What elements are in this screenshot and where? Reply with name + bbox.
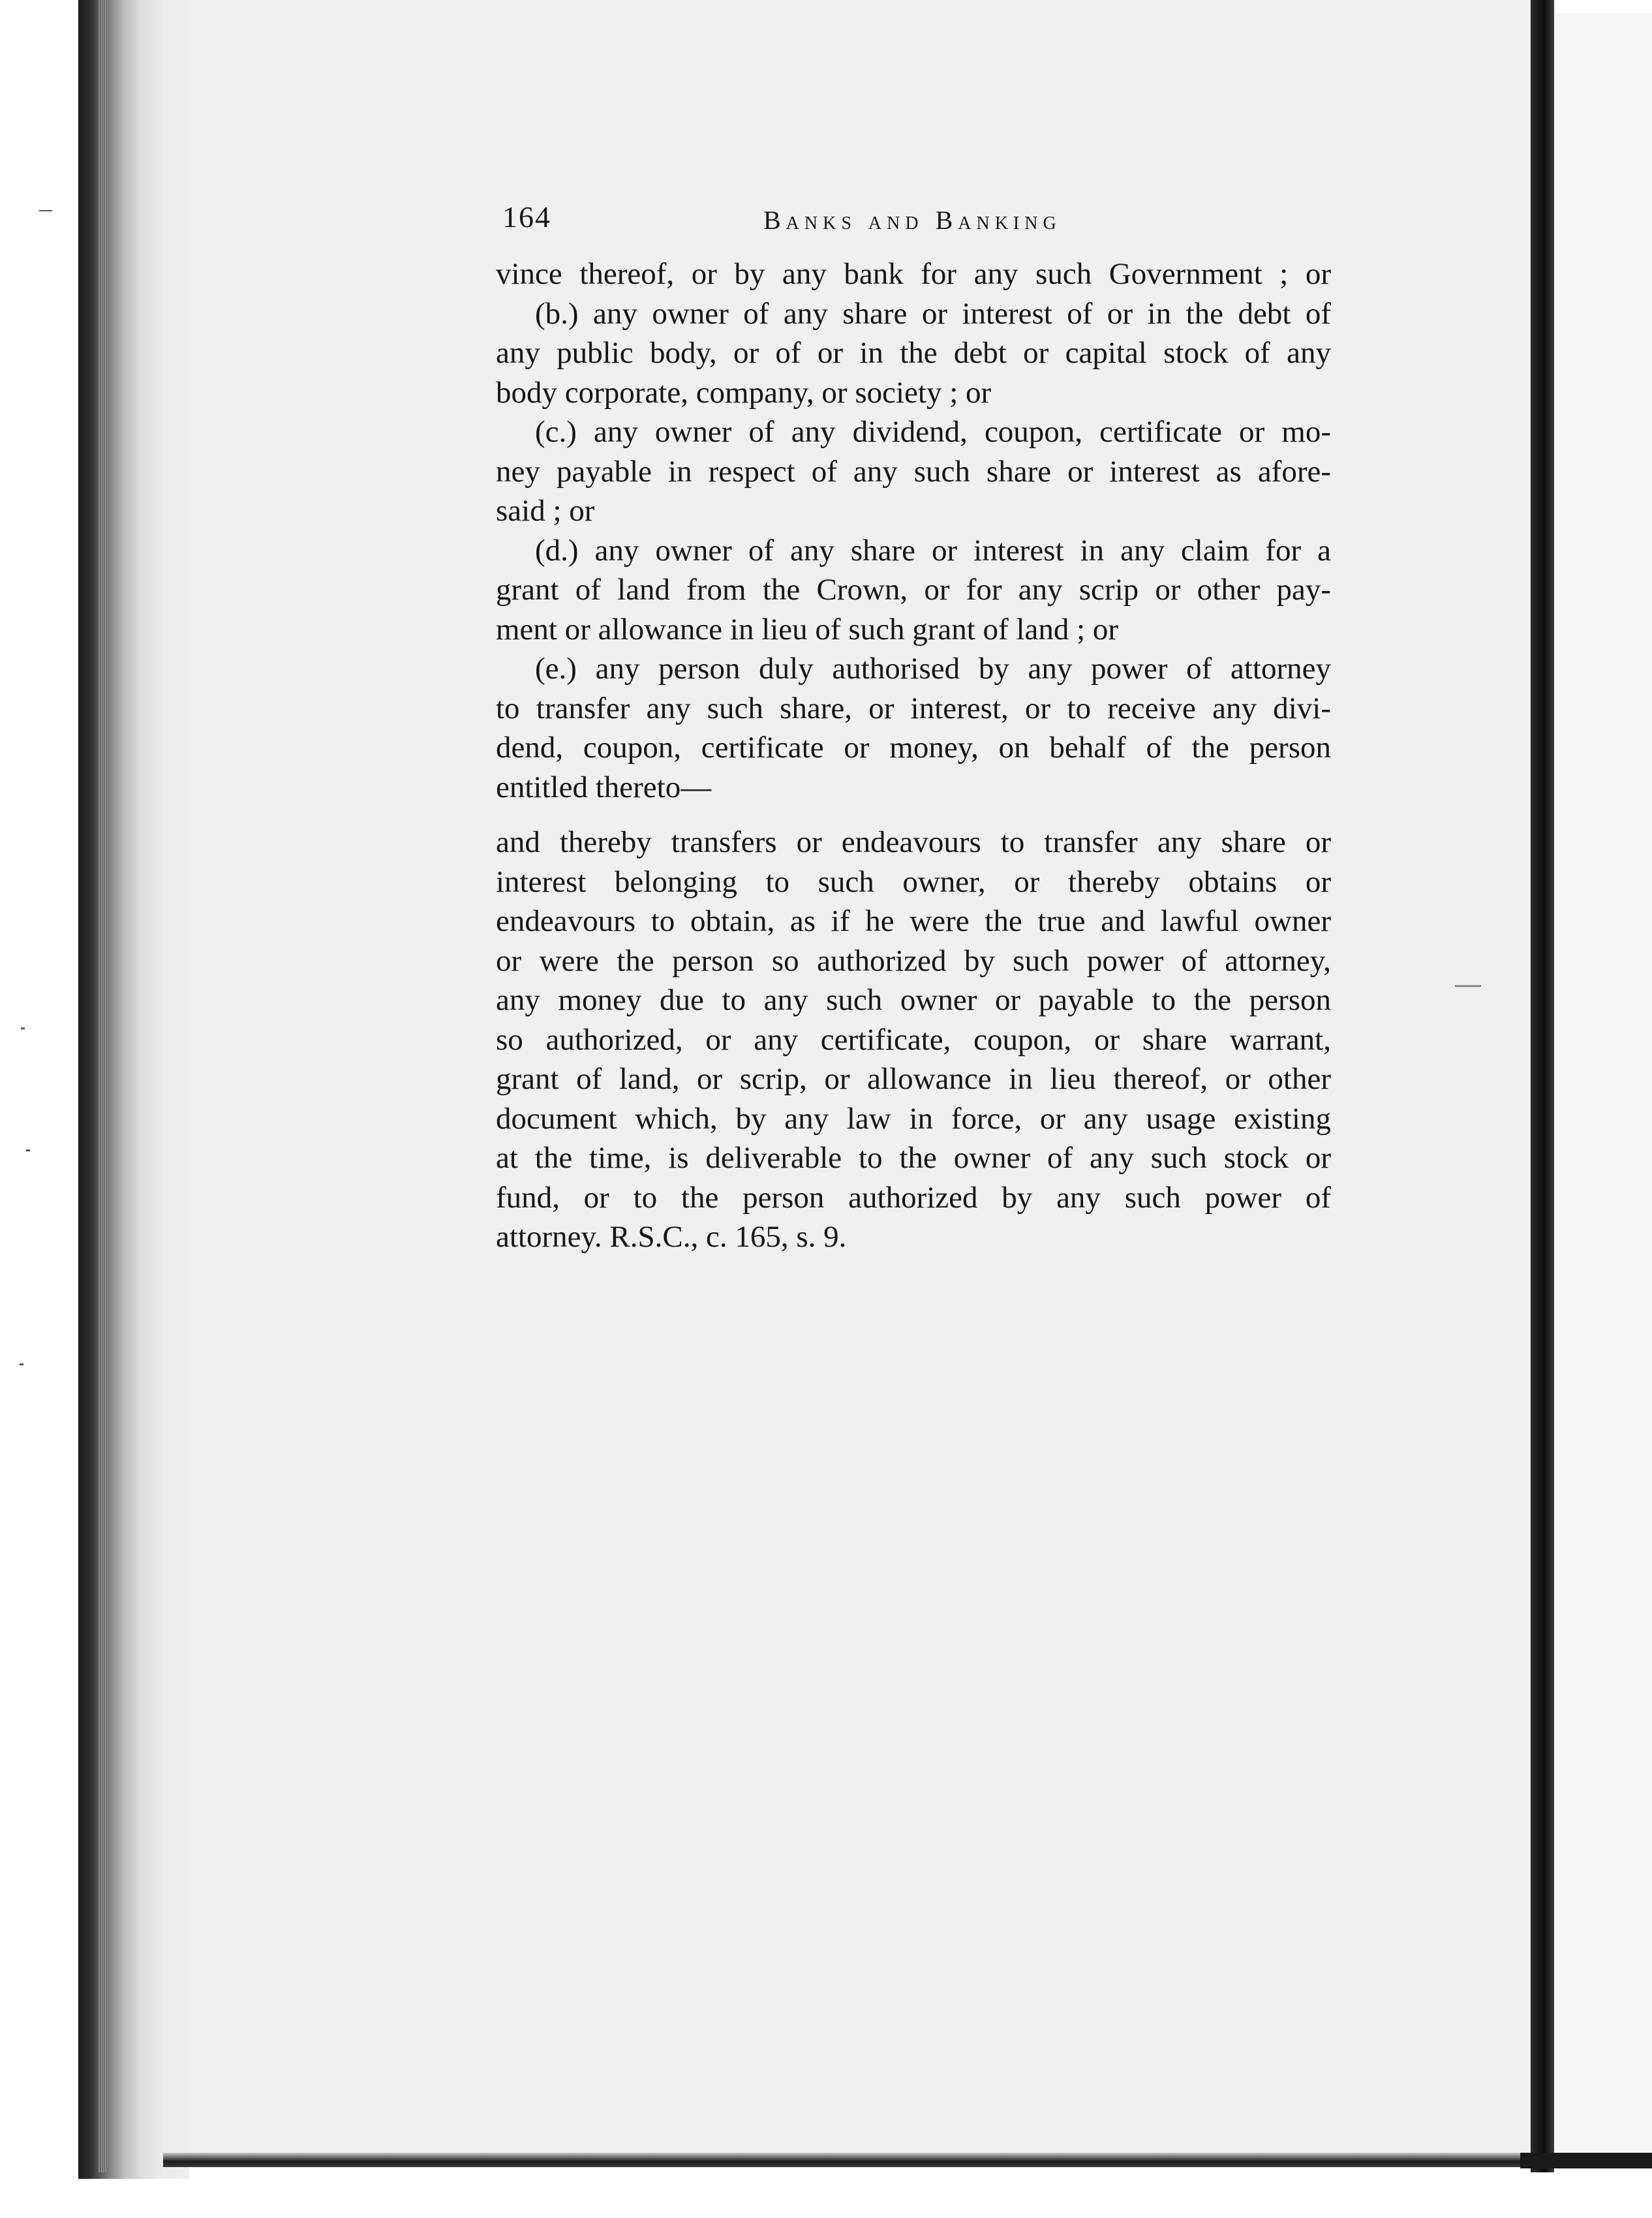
- paragraph: [496, 254, 1331, 294]
- running-title: Banks and Banking: [763, 205, 1062, 235]
- text-line: ney payable in respect of any such share or interest as afore-: [496, 454, 1331, 489]
- margin-speck: [21, 1027, 25, 1029]
- margin-speck: [39, 210, 52, 211]
- text-line: to transfer any such share, or interest, or to receive any divi-: [496, 691, 1331, 725]
- page-bottom-edge: [163, 2153, 1531, 2167]
- margin-speck: [20, 1363, 23, 1365]
- text-line: ment or allowance in lieu of such grant of land ; or: [496, 612, 1119, 646]
- text-line: document which, by any law in force, or any usage existing: [496, 1101, 1331, 1136]
- text-line: interest belonging to such owner, or thereby obtains or: [496, 864, 1331, 899]
- text-block: [496, 196, 1331, 1257]
- text-line: any money due to any such owner or payable to the person: [496, 983, 1331, 1017]
- text-line: and thereby transfers or endeavours to transfer any share or: [496, 825, 1331, 859]
- text-line: (d.) any owner of any share or interest in any claim for a: [535, 533, 1331, 568]
- paragraph: [496, 531, 1331, 650]
- margin-speck: [1455, 985, 1481, 987]
- text-line: (c.) any owner of any dividend, coupon, certificate or mo-: [535, 415, 1331, 449]
- text-line: grant of land from the Crown, or for any scrip or other pay-: [496, 573, 1331, 607]
- text-line: dend, coupon, certificate or money, on behalf of the person: [496, 731, 1331, 765]
- text-line: (e.) any person duly authorised by any power of attorney: [535, 652, 1331, 686]
- text-line: body corporate, company, or society ; or: [496, 375, 992, 410]
- binding-shadow: [78, 0, 189, 2179]
- text-line: grant of land, or scrip, or allowance in lieu thereof, or other: [496, 1062, 1331, 1096]
- paragraph: [496, 649, 1331, 807]
- text-line: fund, or to the person authorized by any such power of: [496, 1180, 1331, 1215]
- running-head: [496, 196, 1331, 254]
- text-line: at the time, is deliverable to the owner of any such stock or: [496, 1141, 1331, 1175]
- text-line: (b.) any owner of any share or interest of or in the debt of: [535, 296, 1331, 331]
- page-number: 164: [502, 200, 551, 234]
- text-line: so authorized, or any certificate, coupon, or share warrant,: [496, 1022, 1331, 1057]
- text-line: any public body, or of or in the debt or capital stock of any: [496, 336, 1331, 370]
- facing-page-edge: [1554, 13, 1652, 2166]
- text-line: entitled thereto—: [496, 770, 712, 804]
- paragraph-gap: [496, 807, 1331, 823]
- text-line: attorney. R.S.C., c. 165, s. 9.: [496, 1220, 847, 1254]
- text-line: endeavours to obtain, as if he were the true and lawful owner: [496, 904, 1331, 938]
- right-gutter-shadow: [1531, 0, 1554, 2172]
- margin-speck: [26, 1149, 30, 1151]
- page-stack-edges: [98, 0, 107, 2172]
- text-line: said ; or: [496, 494, 595, 528]
- paragraph: [496, 294, 1331, 413]
- paragraph: [496, 412, 1331, 531]
- text-line: or were the person so authorized by such power of attorney,: [496, 943, 1331, 978]
- paragraph: [496, 823, 1331, 1257]
- facing-page-bottom-edge: [1520, 2153, 1652, 2168]
- text-line: vince thereof, or by any bank for any such Government ; or: [496, 257, 1331, 291]
